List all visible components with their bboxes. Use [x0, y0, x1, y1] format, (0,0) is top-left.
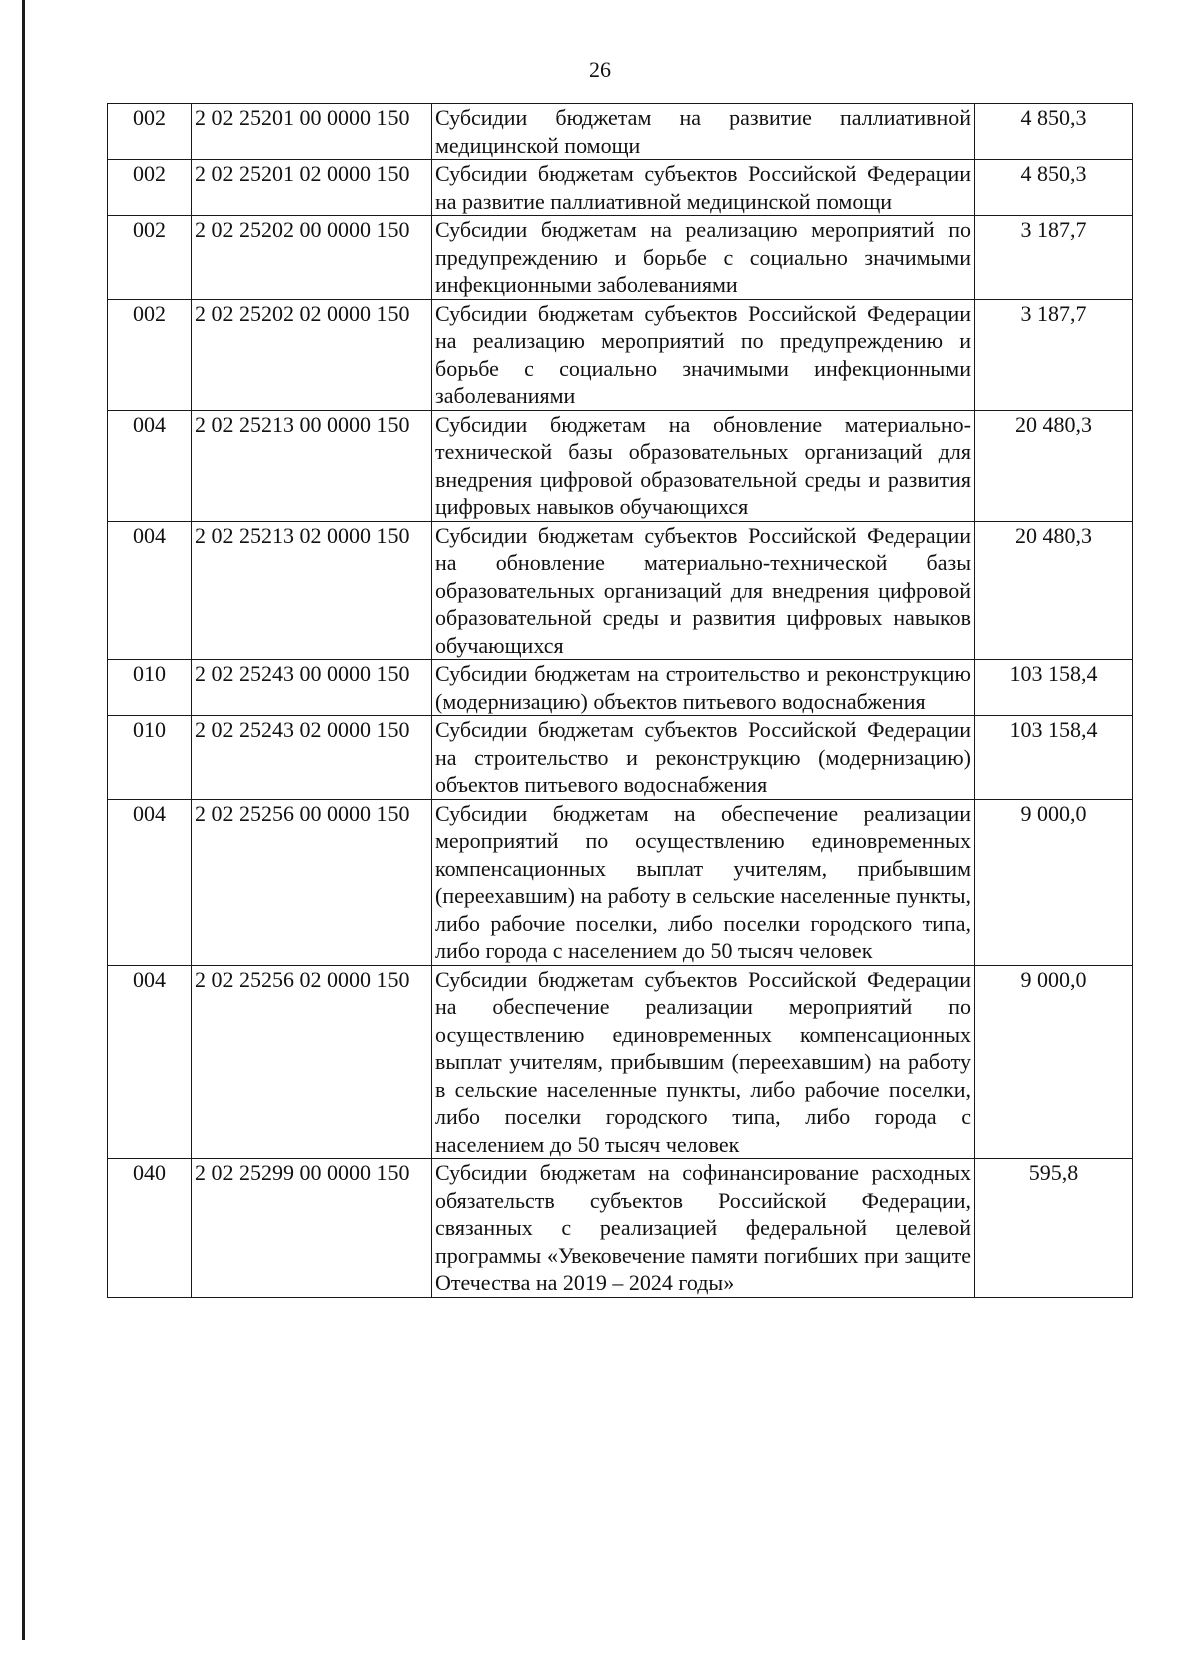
table-row [108, 716, 1133, 800]
description-cell [432, 716, 975, 800]
description-cell [432, 104, 975, 160]
description-text: Субсидии бюджетам на обновление материально-технической базы образовательных организаций для внедрения цифровой образовательной среды и развития цифровых навыков обучающихся [435, 411, 971, 519]
description-cell [432, 1159, 975, 1298]
budget-table [107, 103, 1133, 1298]
description-cell [432, 965, 975, 1159]
description-text: Субсидии бюджетам субъектов Российской Федерации на строительство и реконструкцию (модернизацию) объектов питьевого водоснабжения [435, 717, 971, 797]
amount-cell: 4 850,3 [975, 160, 1133, 216]
description-text: Субсидии бюджетам на обеспечение реализации мероприятий по осуществлению единовременных компенсационных выплат учителям, прибывшим (переехавшим) на работу в сельские населенные пункты, либо рабочие поселки, либо поселки городского типа, либо города с населением до 50 тысяч человек [435, 800, 971, 963]
revenue-code-cell: 2 02 25201 00 0000 150 [192, 104, 432, 160]
admin-code-cell: 002 [108, 299, 192, 410]
budget-table-body [108, 104, 1133, 1298]
revenue-code-cell: 2 02 25202 00 0000 150 [192, 216, 432, 300]
table-row [108, 299, 1133, 410]
description-cell [432, 660, 975, 716]
admin-code-cell: 002 [108, 216, 192, 300]
amount-cell: 3 187,7 [975, 216, 1133, 300]
description-text: Субсидии бюджетам субъектов Российской Федерации на обеспечение реализации мероприятий по осуществлению единовременных компенсационных выплат учителям, прибывшим (переехавшим) на работу в сельские населенные пункты, либо рабочие поселки, либо поселки городского типа, либо города с населением до 50 тысяч человек [435, 966, 971, 1157]
description-text: Субсидии бюджетам субъектов Российской Федерации на реализацию мероприятий по предупреждению и борьбе с социально значимыми инфекционными заболеваниями [435, 300, 971, 408]
revenue-code-cell: 2 02 25243 00 0000 150 [192, 660, 432, 716]
description-cell [432, 160, 975, 216]
admin-code-cell: 010 [108, 716, 192, 800]
revenue-code-cell: 2 02 25256 02 0000 150 [192, 965, 432, 1159]
table-row [108, 521, 1133, 660]
admin-code-cell: 004 [108, 410, 192, 521]
page-number: 26 [589, 57, 611, 82]
description-text: Субсидии бюджетам субъектов Российской Федерации на обновление материально-технической базы образовательных организаций для внедрения цифровой образовательной среды и развития цифровых навыков обучающихся [435, 522, 971, 658]
revenue-code-cell: 2 02 25201 02 0000 150 [192, 160, 432, 216]
description-cell [432, 216, 975, 300]
revenue-code-cell: 2 02 25202 02 0000 150 [192, 299, 432, 410]
table-row [108, 104, 1133, 160]
table-row [108, 216, 1133, 300]
amount-cell: 103 158,4 [975, 660, 1133, 716]
table-row [108, 799, 1133, 965]
table-row [108, 965, 1133, 1159]
admin-code-cell: 004 [108, 965, 192, 1159]
revenue-code-cell: 2 02 25213 02 0000 150 [192, 521, 432, 660]
amount-cell: 20 480,3 [975, 410, 1133, 521]
amount-cell: 4 850,3 [975, 104, 1133, 160]
admin-code-cell: 004 [108, 521, 192, 660]
admin-code-cell: 010 [108, 660, 192, 716]
admin-code-cell: 040 [108, 1159, 192, 1298]
amount-cell: 3 187,7 [975, 299, 1133, 410]
description-cell [432, 799, 975, 965]
table-row [108, 1159, 1133, 1298]
admin-code-cell: 002 [108, 160, 192, 216]
admin-code-cell: 004 [108, 799, 192, 965]
description-text: Субсидии бюджетам на развитие паллиативной медицинской помощи [435, 105, 971, 158]
left-margin-line [22, 0, 25, 1640]
revenue-code-cell: 2 02 25256 00 0000 150 [192, 799, 432, 965]
description-cell [432, 521, 975, 660]
revenue-code-cell: 2 02 25243 02 0000 150 [192, 716, 432, 800]
revenue-code-cell: 2 02 25213 00 0000 150 [192, 410, 432, 521]
amount-cell: 9 000,0 [975, 965, 1133, 1159]
amount-cell: 20 480,3 [975, 521, 1133, 660]
description-text: Субсидии бюджетам на строительство и реконструкцию (модернизацию) объектов питьевого водоснабжения [435, 661, 971, 714]
amount-cell: 103 158,4 [975, 716, 1133, 800]
table-row [108, 160, 1133, 216]
description-text: Субсидии бюджетам субъектов Российской Федерации на развитие паллиативной медицинской помощи [435, 161, 971, 214]
table-row [108, 660, 1133, 716]
description-text: Субсидии бюджетам на реализацию мероприятий по предупреждению и борьбе с социально значимыми инфекционными заболеваниями [435, 217, 971, 297]
revenue-code-cell: 2 02 25299 00 0000 150 [192, 1159, 432, 1298]
table-row [108, 410, 1133, 521]
amount-cell: 9 000,0 [975, 799, 1133, 965]
description-cell [432, 299, 975, 410]
amount-cell: 595,8 [975, 1159, 1133, 1298]
description-cell [432, 410, 975, 521]
admin-code-cell: 002 [108, 104, 192, 160]
description-text: Субсидии бюджетам на софинансирование расходных обязательств субъектов Российской Федерации, связанных с реализацией федеральной целевой программы «Увековечение памяти погибших при защите Отечества на 2019 – 2024 годы» [435, 1160, 971, 1295]
